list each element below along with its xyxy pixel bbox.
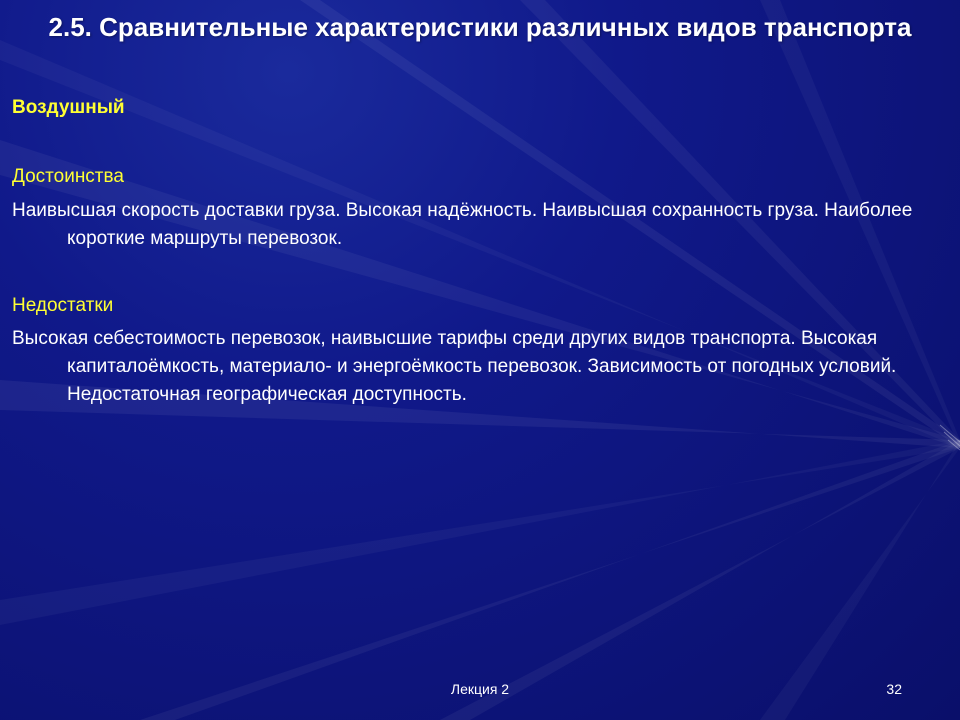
advantages-text: Наивысшая скорость доставки груза. Высокая надёжность. Наивысшая сохранность груза. Наиболее короткие маршруты перевозок. [12,200,913,249]
footer-lecture: Лекция 2 [450,681,510,697]
page-number: 32 [886,681,902,697]
disadvantages-label: Недостатки [12,295,114,316]
advantages-label: Достоинства [12,166,124,187]
transport-type-heading: Воздушный [12,97,125,118]
disadvantages-text: Высокая себестоимость перевозок, наивысшие тарифы среди других видов транспорта. Высокая капиталоёмкость, материало- и энергоёмкость перевозок. Зависимость от погодных условий. Недостаточная географическая доступность. [12,328,897,405]
slide-title: 2.5. Сравнительные характеристики различных видов транспорта [48,12,912,42]
